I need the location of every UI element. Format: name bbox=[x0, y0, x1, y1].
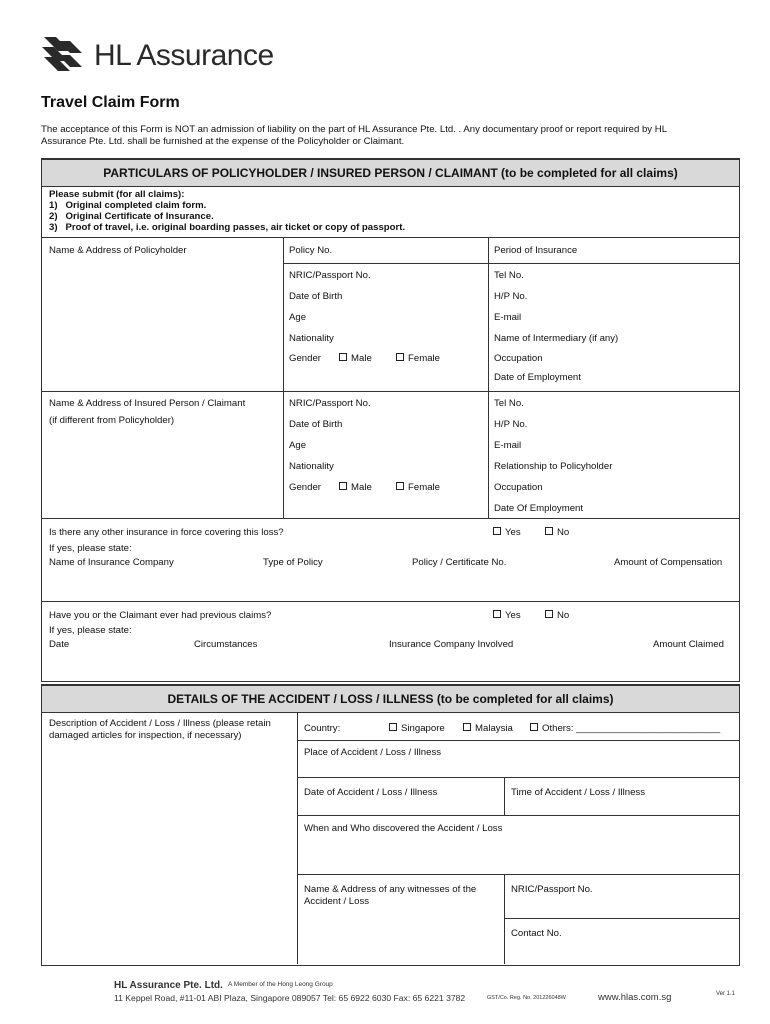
contact-no-label: Contact No. bbox=[511, 928, 562, 939]
footer-company: HL Assurance Pte. Ltd. bbox=[114, 980, 223, 991]
policyholder-email-label: E-mail bbox=[494, 312, 522, 323]
yes-checkbox[interactable] bbox=[493, 610, 501, 618]
insured-email-label: E-mail bbox=[494, 440, 522, 451]
policy-no-label: Policy No. bbox=[289, 245, 333, 256]
policyholder-age-label: Age bbox=[289, 312, 307, 323]
other-insurance-if-yes: If yes, please state: bbox=[49, 543, 132, 554]
accident-details-header: DETAILS OF THE ACCIDENT / LOSS / ILLNESS (to be completed for all claims) bbox=[42, 685, 739, 713]
policy-certificate-col: Policy / Certificate No. bbox=[412, 557, 507, 568]
other-insurance-yes-option[interactable]: Yes bbox=[493, 527, 521, 538]
no-checkbox[interactable] bbox=[545, 610, 553, 618]
intermediary-label: Name of Intermediary (if any) bbox=[494, 333, 619, 344]
footer-address: 11 Keppel Road, #11-01 ABI Plaza, Singapore 089057 Tel: 65 6922 6030 Fax: 65 6221 3782 bbox=[114, 993, 466, 1003]
company-logo bbox=[40, 33, 290, 79]
footer-website-link[interactable]: www.hlas.com.sg bbox=[598, 992, 672, 1003]
footer-reg: GST/Co. Reg. No. 201226048W bbox=[487, 995, 566, 1001]
intro-line-2: Assurance Pte. Ltd. shall be furnished at the expense of the Policyholder or Claimant. bbox=[41, 136, 405, 147]
male-checkbox[interactable] bbox=[339, 482, 347, 490]
insured-age-label: Age bbox=[289, 440, 307, 451]
other-insurance-no-option[interactable]: No bbox=[545, 527, 569, 538]
singapore-checkbox[interactable] bbox=[389, 723, 397, 731]
logo-text: HL Assurance bbox=[94, 39, 274, 72]
insured-hp-label: H/P No. bbox=[494, 419, 528, 430]
insured-gender-label: Gender bbox=[289, 482, 321, 493]
circumstances-col: Circumstances bbox=[194, 639, 258, 650]
malaysia-checkbox[interactable] bbox=[463, 723, 471, 731]
particulars-header: PARTICULARS OF POLICYHOLDER / INSURED PERSON / CLAIMANT (to be completed for all claims) bbox=[42, 159, 739, 187]
female-checkbox[interactable] bbox=[396, 482, 404, 490]
previous-claims-no-option[interactable]: No bbox=[545, 610, 569, 621]
previous-claims-yes-option[interactable]: Yes bbox=[493, 610, 521, 621]
insured-employment-label: Date Of Employment bbox=[494, 503, 584, 514]
submit-item-2: 2) Original Certificate of Insurance. bbox=[49, 211, 214, 222]
policyholder-name-address-label: Name & Address of Policyholder bbox=[49, 245, 187, 256]
amount-claimed-col: Amount Claimed bbox=[653, 639, 724, 650]
female-checkbox[interactable] bbox=[396, 353, 404, 361]
place-label: Place of Accident / Loss / Illness bbox=[304, 747, 442, 758]
insured-nationality-label: Nationality bbox=[289, 461, 334, 472]
relationship-label: Relationship to Policyholder bbox=[494, 461, 613, 472]
policyholder-male-option[interactable]: Male bbox=[339, 353, 372, 364]
insured-female-option[interactable]: Female bbox=[396, 482, 440, 493]
policyholder-employment-label: Date of Employment bbox=[494, 372, 581, 383]
other-insurance-question: Is there any other insurance in force covering this loss? bbox=[49, 527, 284, 538]
discovered-label: When and Who discovered the Accident / Loss bbox=[304, 823, 503, 834]
policyholder-hp-label: H/P No. bbox=[494, 291, 528, 302]
male-checkbox[interactable] bbox=[339, 353, 347, 361]
type-of-policy-col: Type of Policy bbox=[263, 557, 323, 568]
country-label: Country: bbox=[304, 723, 341, 734]
policyholder-female-option[interactable]: Female bbox=[396, 353, 440, 364]
insured-dob-label: Date of Birth bbox=[289, 419, 343, 430]
insured-if-different-label: (if different from Policyholder) bbox=[49, 415, 175, 426]
footer bbox=[114, 980, 739, 1010]
submit-item-1: 1) Original completed claim form. bbox=[49, 200, 207, 211]
insured-occupation-label: Occupation bbox=[494, 482, 543, 493]
policyholder-gender-label: Gender bbox=[289, 353, 321, 364]
insured-name-address-label: Name & Address of Insured Person / Claimant bbox=[49, 398, 246, 409]
insurance-company-col: Name of Insurance Company bbox=[49, 557, 174, 568]
insured-tel-label: Tel No. bbox=[494, 398, 524, 409]
footer-version: Ver 1.1 bbox=[716, 991, 736, 997]
insurance-company-involved-col: Insurance Company Involved bbox=[389, 639, 514, 650]
others-checkbox[interactable] bbox=[530, 723, 538, 731]
time-of-accident-label: Time of Accident / Loss / Illness bbox=[511, 787, 646, 798]
policyholder-nric-label: NRIC/Passport No. bbox=[289, 270, 371, 281]
policyholder-nationality-label: Nationality bbox=[289, 333, 334, 344]
form-title: Travel Claim Form bbox=[41, 94, 180, 111]
insured-male-option[interactable]: Male bbox=[339, 482, 372, 493]
submit-item-3: 3) Proof of travel, i.e. original boarding passes, air ticket or copy of passport. bbox=[49, 222, 406, 233]
policyholder-tel-label: Tel No. bbox=[494, 270, 524, 281]
policyholder-occupation-label: Occupation bbox=[494, 353, 543, 364]
singapore-option[interactable]: Singapore bbox=[389, 723, 445, 734]
footer-member: A Member of the Hong Leong Group bbox=[228, 981, 333, 988]
malaysia-option[interactable]: Malaysia bbox=[463, 723, 513, 734]
witness-nric-label: NRIC/Passport No. bbox=[511, 884, 593, 895]
period-of-insurance-label: Period of Insurance bbox=[494, 245, 578, 256]
date-col: Date bbox=[49, 639, 70, 650]
submit-title: Please submit (for all claims): bbox=[49, 189, 185, 200]
date-of-accident-label: Date of Accident / Loss / Illness bbox=[304, 787, 438, 798]
yes-checkbox[interactable] bbox=[493, 527, 501, 535]
no-checkbox[interactable] bbox=[545, 527, 553, 535]
logo-mark-icon bbox=[40, 33, 86, 79]
previous-claims-if-yes: If yes, please state: bbox=[49, 625, 132, 636]
description-label: Description of Accident / Loss / Illness (please retain damaged articles for inspection, if necessary) bbox=[49, 718, 271, 741]
policyholder-dob-label: Date of Birth bbox=[289, 291, 343, 302]
previous-claims-question: Have you or the Claimant ever had previous claims? bbox=[49, 610, 272, 621]
witnesses-label: Name & Address of any witnesses of the Accident / Loss bbox=[304, 884, 477, 907]
intro-line-1: The acceptance of this Form is NOT an admission of liability on the part of HL Assurance Pte. Ltd. . Any documentary proof or report required by HL bbox=[41, 124, 668, 135]
amount-compensation-col: Amount of Compensation bbox=[614, 557, 723, 568]
others-option[interactable]: Others: ___________________________ bbox=[530, 723, 720, 734]
insured-nric-label: NRIC/Passport No. bbox=[289, 398, 371, 409]
